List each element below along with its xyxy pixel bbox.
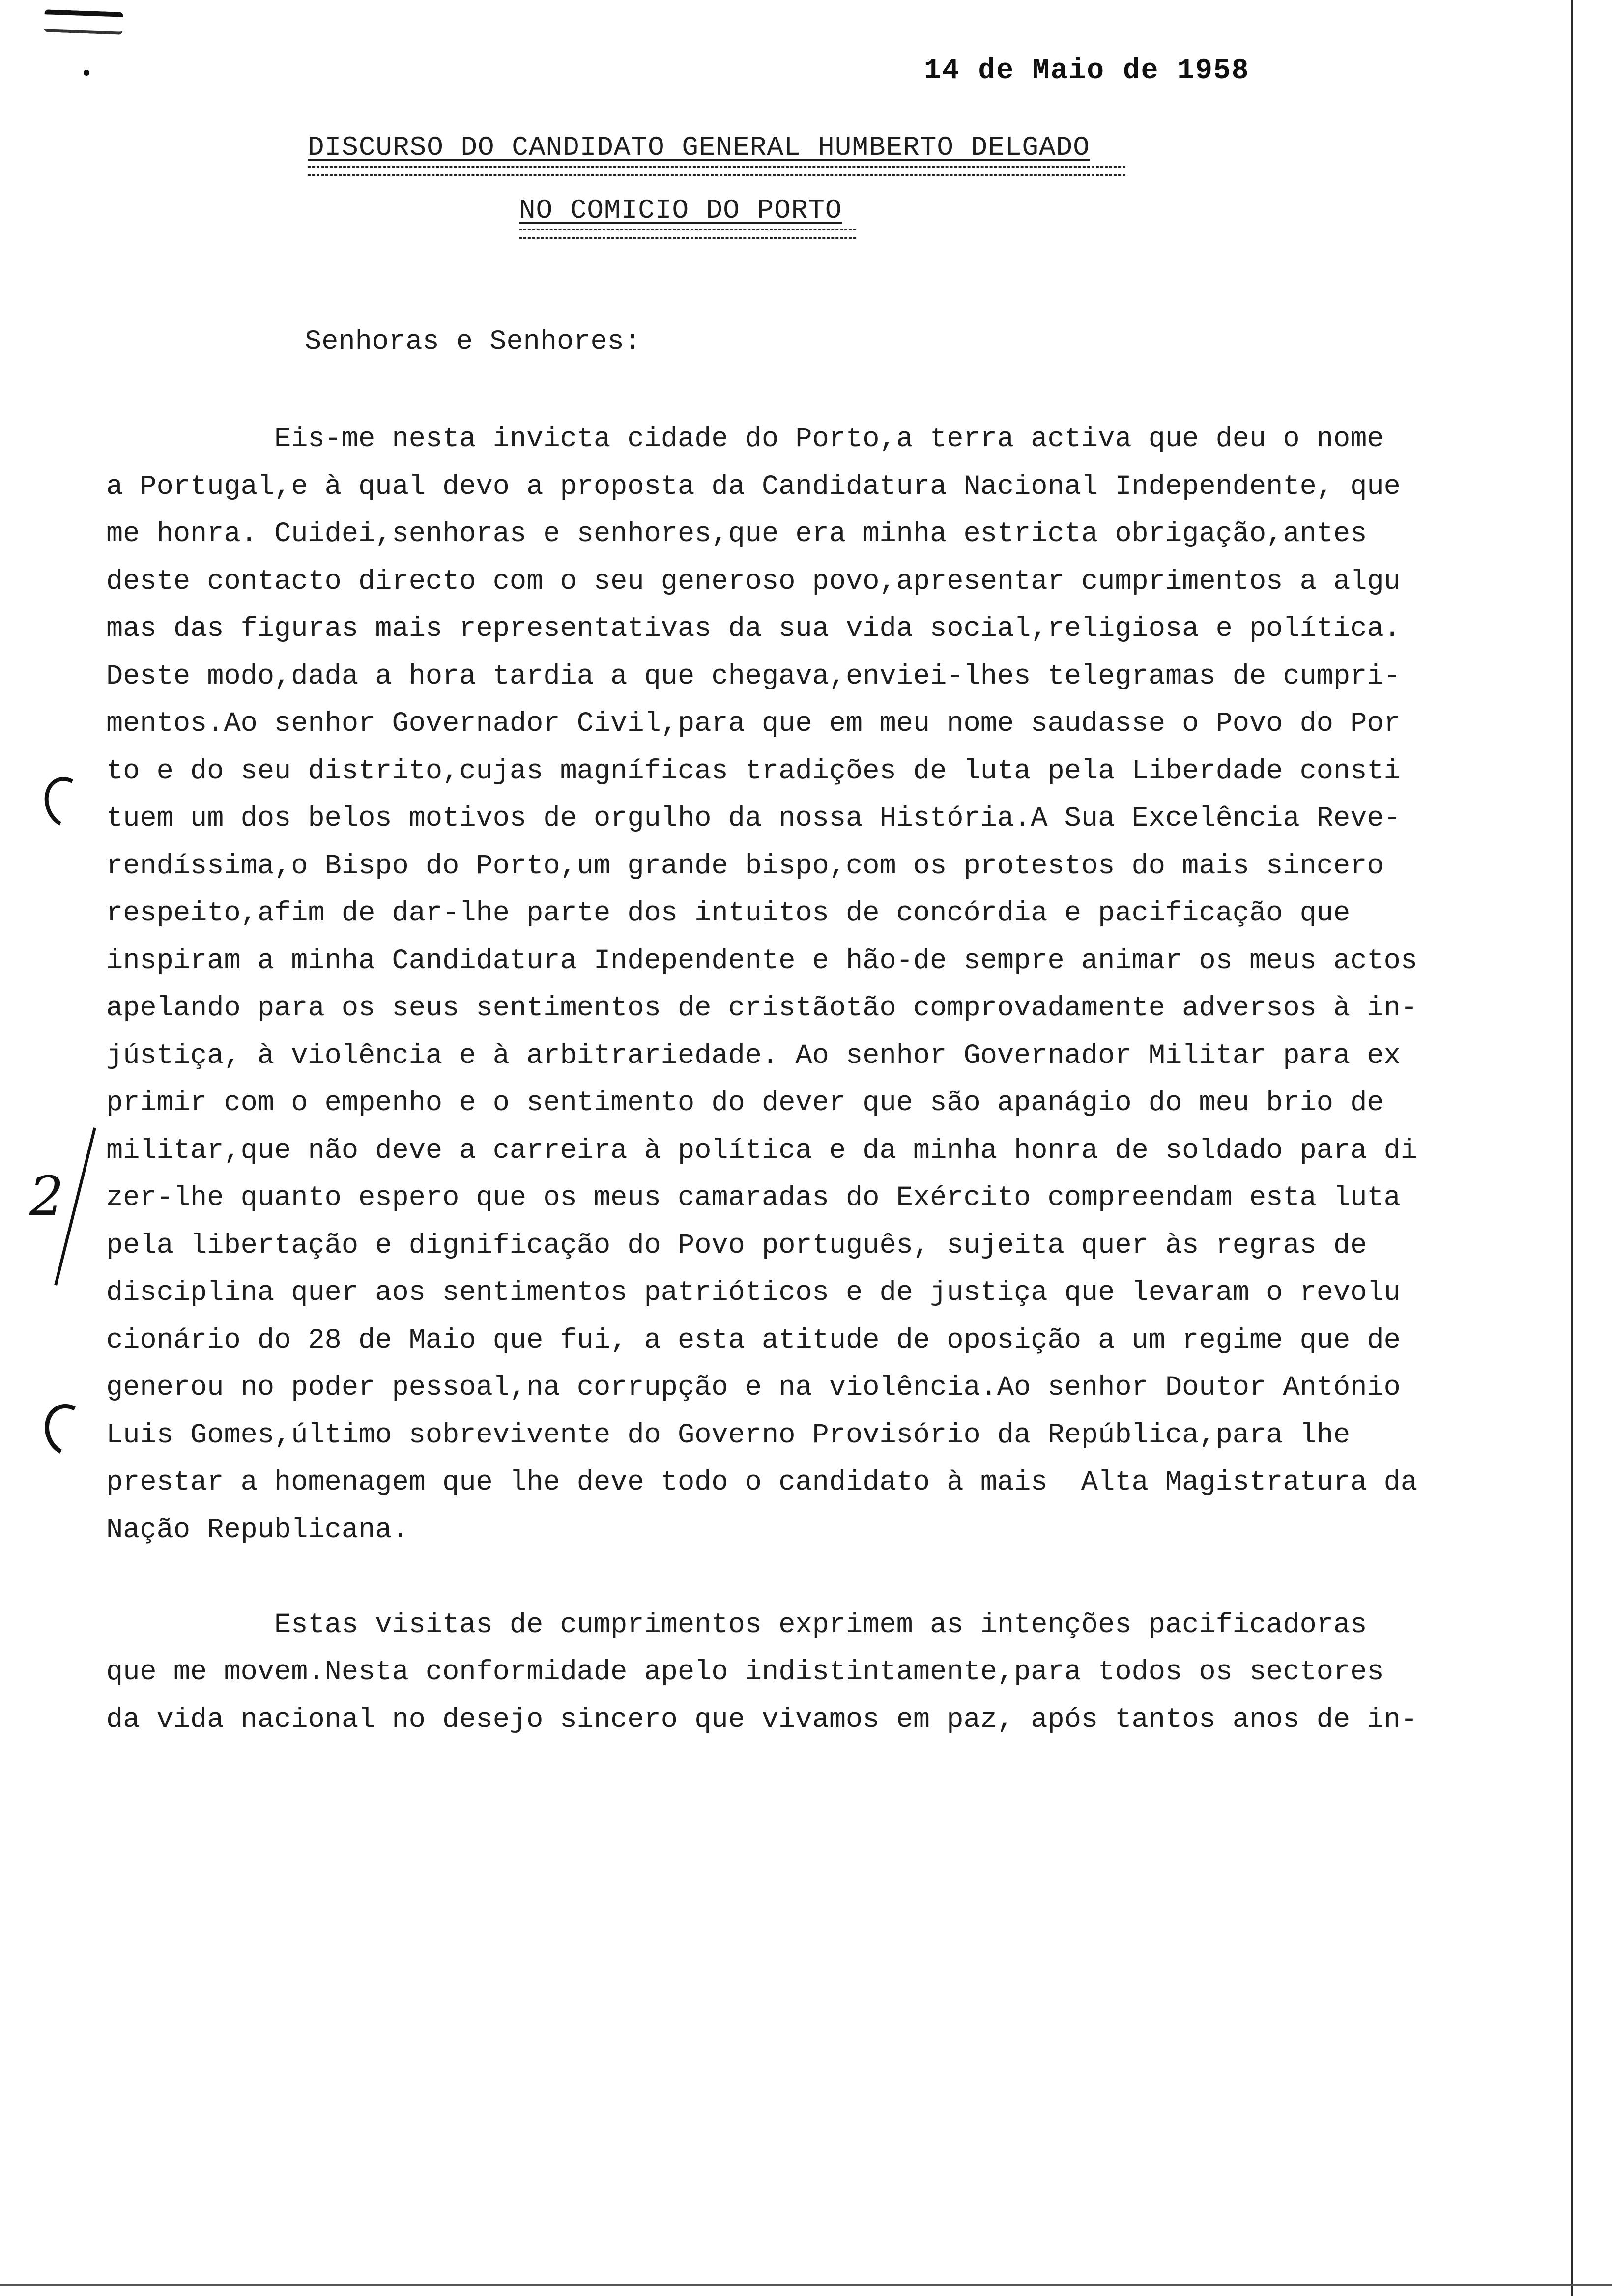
text-line: respeito,afim de dar-lhe parte dos intuitos de concórdia e pacificação que	[106, 898, 1351, 929]
text-line: da vida nacional no desejo sincero que vivamos em paz, após tantos anos de in-	[106, 1704, 1418, 1736]
text-line: a Portugal,e à qual devo a proposta da Candidatura Nacional Independente, que	[106, 471, 1401, 503]
text-line: generou no poder pessoal,na corrupção e na violência.Ao senhor Doutor António	[106, 1372, 1401, 1404]
text-line: me honra. Cuidei,senhoras e senhores,que era minha estricta obrigação,antes	[106, 518, 1367, 550]
ink-dot	[84, 70, 89, 76]
text-line: Nação Republicana.	[106, 1515, 409, 1546]
text-line: rendíssima,o Bispo do Porto,um grande bispo,com os protestos do mais sincero	[106, 851, 1384, 882]
text-line: primir com o empenho e o sentimento do dever que são apanágio do meu brio de	[106, 1088, 1384, 1119]
scan-edge-bottom	[0, 2284, 1612, 2286]
document-date: 14 de Maio de 1958	[924, 55, 1250, 87]
text-line: pela libertação e dignificação do Povo português, sujeita quer às regras de	[106, 1230, 1367, 1262]
subtitle-double-rule	[519, 229, 856, 239]
text-line: militar,que não deve a carreira à política e da minha honra de soldado para di	[106, 1135, 1418, 1167]
scribble-mark	[44, 9, 123, 35]
text-line: zer-lhe quanto espero que os meus camaradas do Exército compreendam esta luta	[106, 1182, 1401, 1214]
text-line: Luis Gomes,último sobrevivente do Governo Provisório da República,para lhe	[106, 1420, 1351, 1451]
text-line: tuem um dos belos motivos de orgulho da nossa História.A Sua Excelência Reve-	[106, 803, 1401, 834]
text-line: prestar a homenagem que lhe deve todo o candidato à mais Alta Magistratura da	[106, 1467, 1418, 1498]
text-line: mentos.Ao senhor Governador Civil,para que em meu nome saudasse o Povo do Por	[106, 708, 1401, 740]
margin-bracket-mark	[37, 1398, 98, 1463]
text-line: mas das figuras mais representativas da sua vida social,religiosa e política.	[106, 613, 1401, 645]
text-line: inspiram a minha Candidatura Independente e hão-de sempre animar os meus actos	[106, 946, 1418, 977]
text-line: cionário do 28 de Maio que fui, a esta atitude de oposição a um regime que de	[106, 1325, 1401, 1356]
salutation: Senhoras e Senhores:	[305, 326, 641, 358]
margin-bracket-mark	[37, 771, 95, 834]
document-title: DISCURSO DO CANDIDATO GENERAL HUMBERTO DELGADO	[308, 132, 1090, 163]
margin-number-mark: 2	[29, 1165, 64, 1228]
text-line: Deste modo,dada a hora tardia a que chegava,enviei-lhes telegramas de cumpri-	[106, 661, 1401, 692]
text-line: jústiça, à violência e à arbitrariedade. Ao senhor Governador Militar para ex	[106, 1040, 1401, 1072]
text-line: que me movem.Nesta conformidade apelo indistintamente,para todos os sectores	[106, 1657, 1384, 1688]
text-line: Eis-me nesta invicta cidade do Porto,a terra activa que deu o nome	[106, 424, 1384, 455]
document-subtitle: NO COMICIO DO PORTO	[519, 195, 842, 226]
scan-edge-right	[1571, 0, 1573, 2296]
text-line: apelando para os seus sentimentos de cristãotão comprovadamente adversos à in-	[106, 993, 1418, 1024]
text-line: disciplina quer aos sentimentos patrióticos e de justiça que levaram o revolu	[106, 1277, 1401, 1309]
title-double-rule	[308, 166, 1125, 176]
text-line: to e do seu distrito,cujas magníficas tradições de luta pela Liberdade consti	[106, 756, 1401, 787]
text-line: deste contacto directo com o seu generoso povo,apresentar cumprimentos a algu	[106, 566, 1401, 598]
text-line: Estas visitas de cumprimentos exprimem as intenções pacificadoras	[106, 1609, 1367, 1641]
